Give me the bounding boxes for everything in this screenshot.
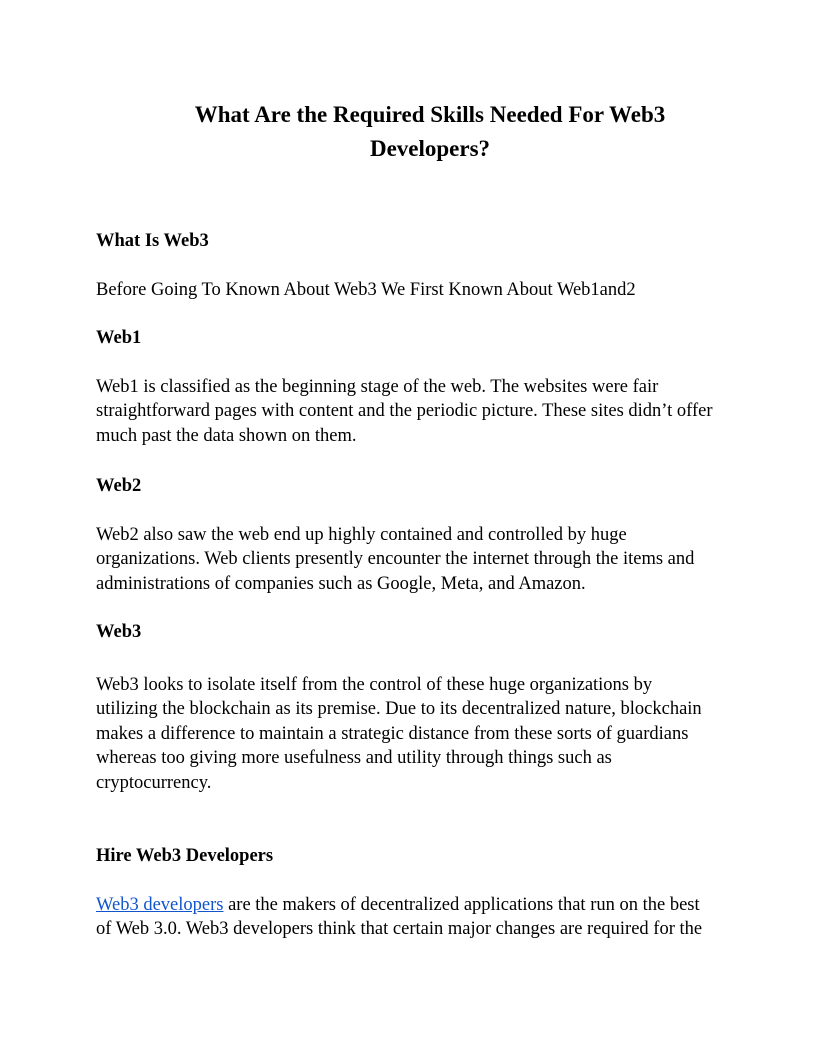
heading-what-is-web3: What Is Web3 — [96, 231, 209, 251]
paragraph-web1 — [96, 375, 720, 449]
document-content — [0, 98, 816, 942]
heading-web3: Web3 — [96, 622, 142, 642]
paragraph-web2 — [96, 523, 720, 597]
heading-hire-web3-developers: Hire Web3 Developers — [96, 846, 274, 866]
text-line: much past the data shown on them. — [96, 425, 357, 446]
text-line: whereas too giving more usefulness and utility through things such as — [96, 748, 612, 768]
text-line: of Web 3.0. Web3 developers think that certain major changes are required for the — [96, 919, 703, 939]
web3-developers-link[interactable]: Web3 developers — [96, 894, 224, 915]
text-line: utilizing the blockchain as its premise. Due to its decentralized nature, blockchain — [96, 699, 702, 719]
paragraph-intro — [96, 278, 720, 303]
title-line-1: What Are the Required Skills Needed For Web3 — [194, 102, 666, 127]
paragraph-hire — [96, 893, 720, 942]
text-line: organizations. Web clients presently encounter the internet through the items and — [96, 549, 695, 569]
paragraph-web3 — [96, 673, 720, 796]
text-after-link: are the makers of decentralized applications that run on the best — [223, 894, 700, 915]
text-line: Web3 looks to isolate itself from the control of these huge organizations by — [96, 674, 653, 695]
heading-web2: Web2 — [96, 476, 142, 496]
text-line: administrations of companies such as Google, Meta, and Amazon. — [96, 573, 586, 594]
text-line — [96, 893, 720, 918]
text-line: Web2 also saw the web end up highly contained and controlled by huge — [96, 524, 627, 545]
text-line: Web1 is classified as the beginning stage of the web. The websites were fair — [96, 376, 659, 397]
text-line: straightforward pages with content and the periodic picture. These sites didn’t offer — [96, 401, 713, 421]
text-line: makes a difference to maintain a strategic distance from these sorts of guardians — [96, 723, 689, 744]
text-line: cryptocurrency. — [96, 772, 212, 793]
title-line-2: Developers? — [369, 135, 491, 161]
document-title — [140, 98, 720, 165]
heading-web1: Web1 — [96, 328, 142, 348]
text-line: Before Going To Known About Web3 We First Known About Web1and2 — [96, 279, 636, 300]
